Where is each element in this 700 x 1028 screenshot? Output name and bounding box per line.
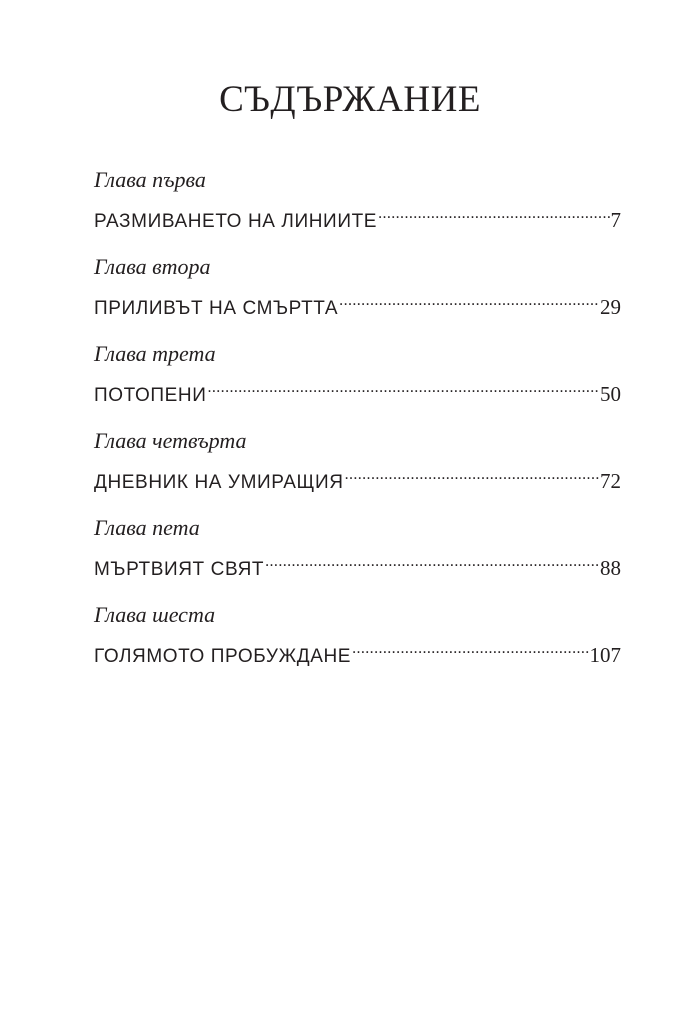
chapter-line bbox=[94, 456, 621, 493]
dot-leader bbox=[265, 543, 599, 575]
page-number: 72 bbox=[600, 469, 621, 493]
chapter-label: Глава трета bbox=[94, 341, 216, 366]
chapter-line bbox=[94, 630, 621, 667]
page-number: 107 bbox=[589, 643, 621, 667]
page-number: 7 bbox=[610, 208, 621, 232]
chapter-line bbox=[94, 195, 621, 232]
chapter-line bbox=[94, 369, 621, 406]
chapter-title: ГОЛЯМОТО ПРОБУЖДАНЕ bbox=[94, 646, 352, 667]
chapter-label: Глава втора bbox=[94, 254, 211, 279]
toc-entry bbox=[94, 426, 621, 513]
dot-leader bbox=[207, 369, 599, 401]
toc-entry bbox=[94, 513, 621, 600]
toc-entry bbox=[94, 252, 621, 339]
page-number: 29 bbox=[600, 295, 621, 319]
dot-leader bbox=[345, 456, 599, 488]
dot-leader bbox=[339, 282, 599, 314]
dot-leader bbox=[378, 195, 609, 227]
chapter-label: Глава шеста bbox=[94, 602, 216, 627]
toc-entry bbox=[94, 339, 621, 426]
chapter-label: Глава пета bbox=[94, 515, 200, 540]
toc-list bbox=[94, 165, 621, 687]
toc-title: СЪДЪРЖАНИЕ bbox=[219, 79, 481, 120]
page-number: 88 bbox=[600, 556, 621, 580]
chapter-title: ПРИЛИВЪТ НА СМЪРТТА bbox=[94, 298, 339, 319]
toc-entry bbox=[94, 165, 621, 252]
chapter-label: Глава първа bbox=[94, 167, 206, 192]
page-number: 50 bbox=[600, 382, 621, 406]
chapter-title: ПОТОПЕНИ bbox=[94, 385, 207, 406]
chapter-line bbox=[94, 282, 621, 319]
chapter-label: Глава четвърта bbox=[94, 428, 247, 453]
chapter-title: РАЗМИВАНЕТО НА ЛИНИИТЕ bbox=[94, 211, 378, 232]
dot-leader bbox=[352, 630, 588, 662]
chapter-title: МЪРТВИЯТ СВЯТ bbox=[94, 559, 265, 580]
chapter-line bbox=[94, 543, 621, 580]
toc-entry bbox=[94, 600, 621, 687]
chapter-title: ДНЕВНИК НА УМИРАЩИЯ bbox=[94, 472, 344, 493]
